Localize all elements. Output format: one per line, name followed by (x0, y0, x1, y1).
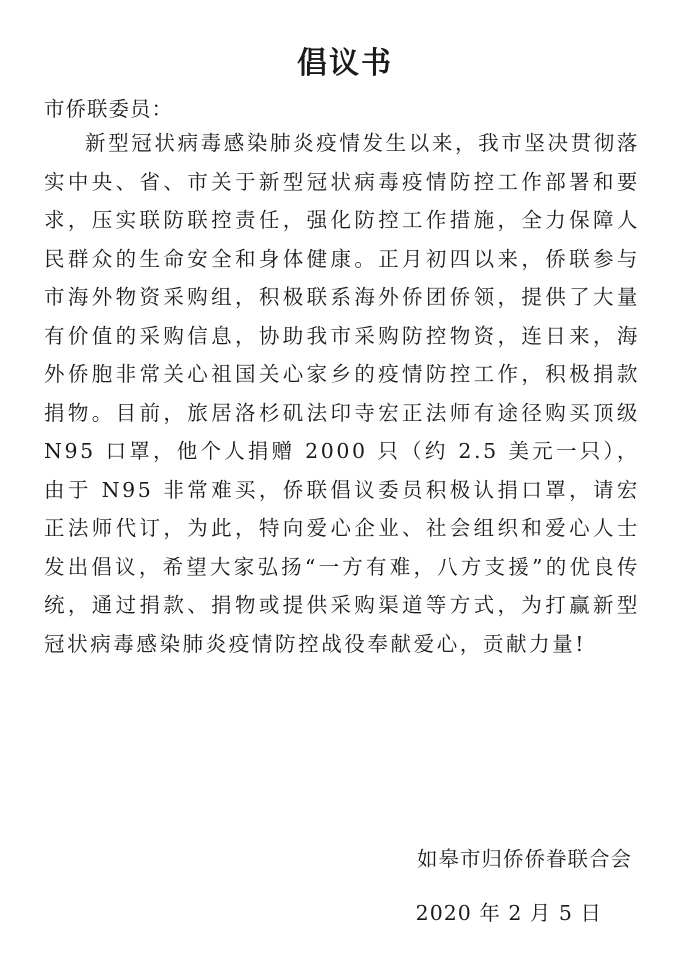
body-paragraph: 新型冠状病毒感染肺炎疫情发生以来，我市坚决贯彻落实中央、省、市关于新型冠状病毒疫情防控工作部署和要求，压实联防联控责任，强化防控工作措施，全力保障人民群众的生命安全和身体健康。正月初四以来，侨联参与市海外物资采购组，积极联系海外侨团侨领，提供了大量有价值的采购信息，协助我市采购防控物资，连日来，海外侨胞非常关心祖国关心家乡的疫情防控工作，积极捐款捐物。目前，旅居洛杉矶法印寺宏正法师有途径购买顶级 N95 口罩，他个人捐赠 2000 只（约 2.5 美元一只），由于 N95 非常难买，侨联倡议委员积极认捐口罩，请宏正法师代订，为此，特向爱心企业、社会组织和爱心人士发出倡议，希望大家弘扬“一方有难，八方支援”的优良传统，通过捐款、捐物或提供采购渠道等方式，为打赢新型冠状病毒感染肺炎疫情防控战役奉献爱心，贡献力量! (44, 131, 640, 656)
document-date: 2020 年 2 月 5 日 (415, 901, 602, 925)
document-title: 倡议书 (297, 46, 393, 81)
salutation: 市侨联委员： (44, 97, 173, 121)
signature-organization: 如皋市归侨侨眷联合会 (417, 847, 632, 871)
